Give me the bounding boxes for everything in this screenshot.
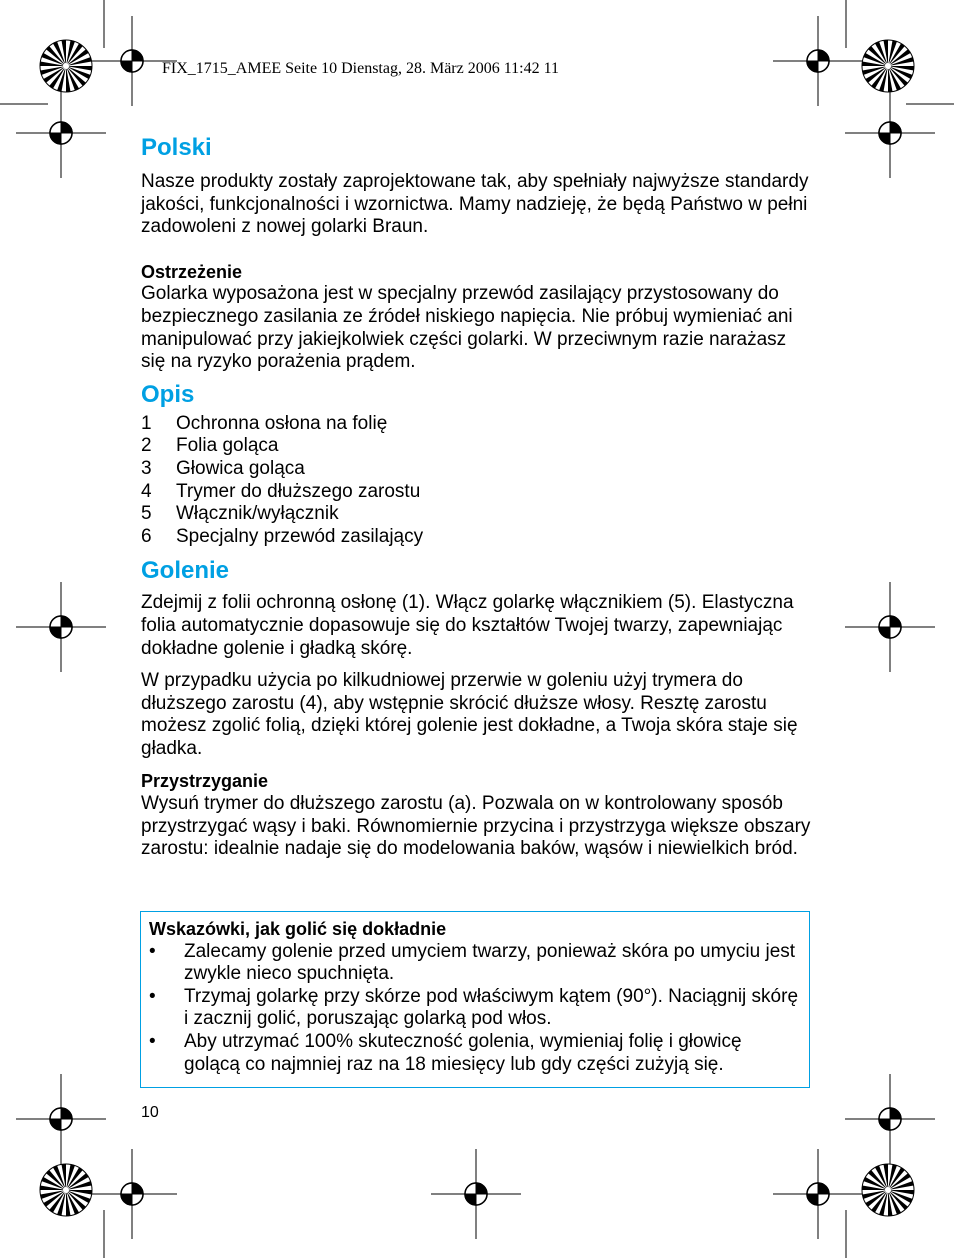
list-item: 2 Folia goląca [141, 435, 279, 457]
parts-list [141, 413, 813, 549]
heading-opis: Opis [141, 380, 195, 408]
page-content [141, 134, 813, 861]
list-item: • Zalecamy golenie przed umyciem twarzy, ponieważ skóra po umyciu jest zwykle nieco spuchnięta. [149, 940, 796, 985]
registration-mark-mid-right [845, 582, 935, 672]
heading-golenie: Golenie [141, 557, 230, 585]
warning-title: Ostrzeżenie [141, 261, 243, 282]
tips-box [140, 911, 810, 1088]
shaving-paragraph-1: Zdejmij z folii ochronną osłonę (1). Włącz golarkę włącznikiem (5). Elastyczna folia automatycznie dopasowuje się do kształtów Twojej twarzy, zapewniając dokładne golenie i gładką skórę. [141, 592, 794, 659]
trimming-title: Przystrzyganie [141, 771, 269, 792]
list-item: 5 Włącznik/wyłącznik [141, 503, 339, 525]
page-number: 10 [141, 1104, 159, 1121]
list-item: 4 Trymer do dłuższego zarostu [141, 480, 421, 502]
list-item: 1 Ochronna osłona na folię [141, 412, 388, 434]
starburst-mark-bottom-left [40, 1164, 92, 1216]
heading-polski: Polski [141, 134, 212, 161]
list-item: 6 Specjalny przewód zasilający [141, 525, 424, 547]
shaving-paragraph-2: W przypadku użycia po kilkudniowej przerwie w goleniu użyj trymera do dłuższego zarostu (4), aby wstępnie skrócić dłuższe włosy. Resztę zarostu możesz zgolić folią, dzięki której golenie jest dokładne, a Twoja skóra staje się gładka. [141, 670, 798, 759]
list-item: 3 Głowica goląca [141, 457, 305, 479]
registration-mark-upper-left [16, 88, 106, 178]
registration-mark-top-right [773, 16, 863, 106]
list-item: • Aby utrzymać 100% skuteczność golenia, wymieniaj folię i głowicę golącą co najmniej raz na 18 miesięcy lub gdy części zużyją się. [149, 1030, 742, 1075]
starburst-mark-bottom-right [862, 1164, 914, 1216]
registration-mark-lower-left [16, 1074, 106, 1164]
registration-mark-bottom-right [773, 1149, 863, 1239]
starburst-mark-top-right [862, 40, 914, 92]
registration-mark-lower-right [845, 1074, 935, 1164]
print-slug: FIX_1715_AMEE Seite 10 Dienstag, 28. März 2006 11:42 11 [162, 60, 559, 77]
intro-paragraph: Nasze produkty zostały zaprojektowane tak, aby spełniały najwyższe standardy jakości, funkcjonalności i wzornictwa. Mamy nadzieję, że będą Państwo w pełni zadowoleni z nowej golarki Braun. [141, 171, 809, 238]
registration-mark-upper-right [845, 88, 935, 178]
starburst-mark-top-left [40, 40, 92, 92]
registration-mark-bottom-center [431, 1149, 521, 1239]
registration-mark-bottom-left [87, 1149, 177, 1239]
registration-mark-mid-left [16, 582, 106, 672]
trimming-paragraph: Wysuń trymer do dłuższego zarostu (a). Pozwala on w kontrolowany sposób przystrzygać wąsy i baki. Równomiernie przycina i przystrzyga większe obszary zarostu: idealnie nadaje się do modelowania baków, wąsów i niewielkich bród. [141, 793, 811, 860]
list-item: • Trzymaj golarkę przy skórze pod właściwym kątem (90°). Naciągnij skórę i zacznij golić, poruszając golarką pod włos. [149, 985, 799, 1030]
warning-paragraph: Golarka wyposażona jest w specjalny przewód zasilający przystosowany do bezpiecznego zasilania ze źródeł niskiego napięcia. Nie próbuj wymieniać ani manipulować przy jakiejkolwiek części golarki. W przeciwnym razie narażasz się na ryzyko porażenia prądem. [141, 283, 793, 373]
tips-list [149, 941, 799, 1077]
tips-title: Wskazówki, jak golić się dokładnie [149, 919, 447, 939]
